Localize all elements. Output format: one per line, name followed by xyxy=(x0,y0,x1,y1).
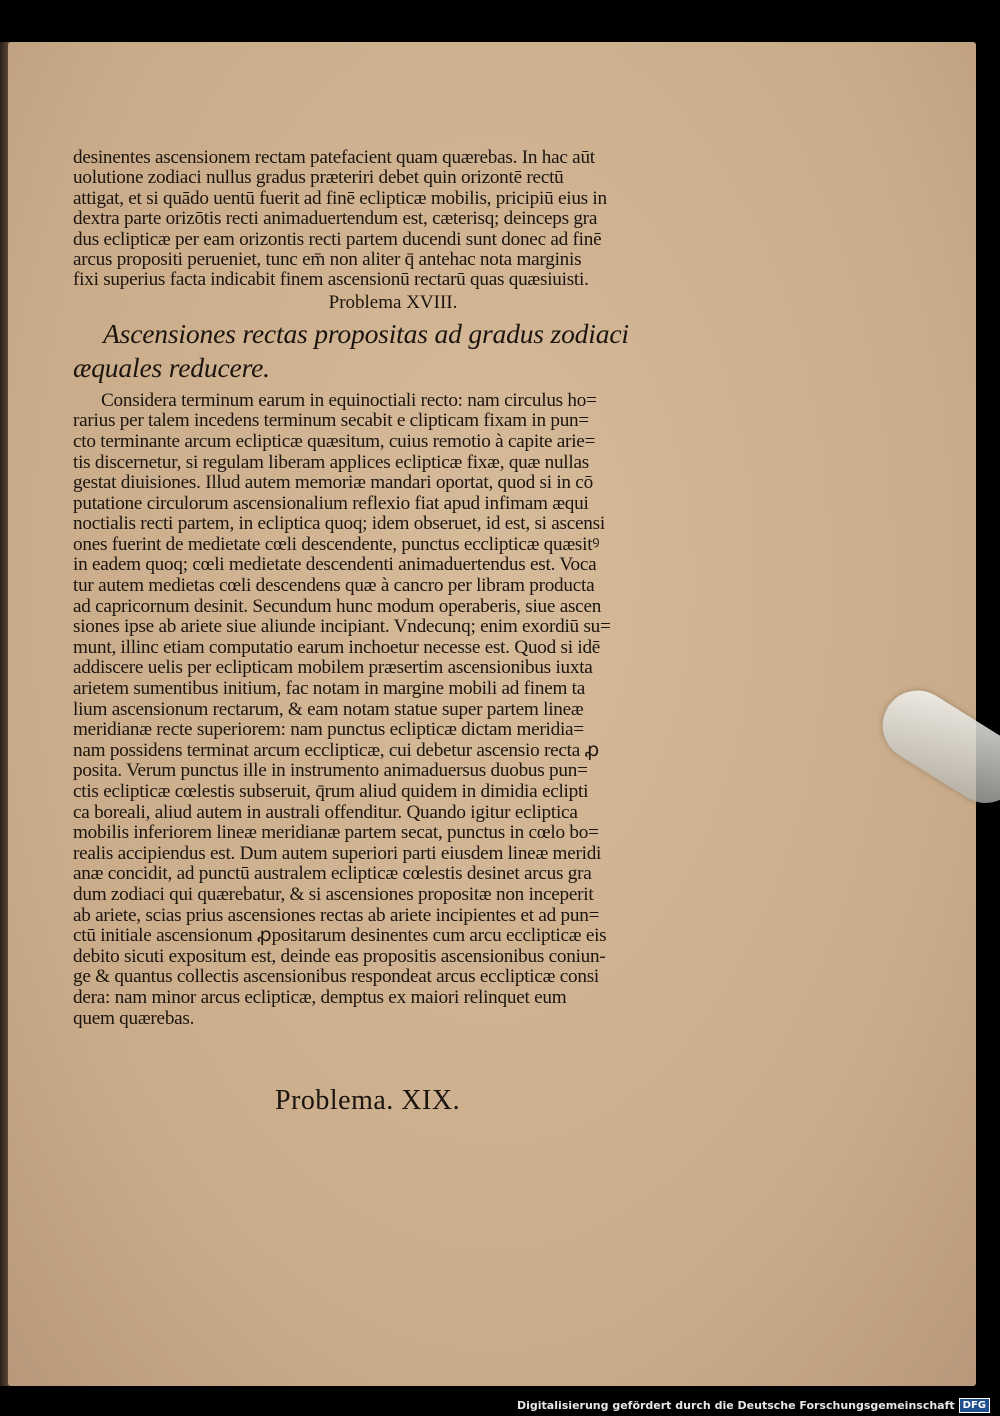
problem-title-line: æquales reducere. xyxy=(73,351,270,383)
footer-credit: Digitalisierung gefördert durch die Deutsche Forschungsgemeinschaft xyxy=(516,1399,955,1412)
text-line: putatione circulorum ascensionalium reflexio fiat apud infimam æqui xyxy=(73,493,589,514)
text-line: ab ariete, scias prius ascensiones rectas ab ariete incipientes et ad pun= xyxy=(73,905,600,926)
dfg-logo: DFG xyxy=(959,1398,990,1413)
text-line: debito sicuti expositum est, deinde eas propositis ascensionibus coniun- xyxy=(73,946,606,967)
text-column xyxy=(73,148,713,1029)
text-line: dera: nam minor arcus eclipticæ, demptus ex maiori relinquet eum xyxy=(73,987,567,1008)
text-line: quem quærebas. xyxy=(73,1008,195,1029)
paragraph-body xyxy=(73,391,713,1029)
text-line: anæ concidit, ad punctū australem eclipticæ cœlestis desinet arcus gra xyxy=(73,864,592,885)
text-line: meridianæ recte superiorem: nam punctus eclipticæ dictam meridia= xyxy=(73,720,584,741)
digitization-footer xyxy=(517,1398,990,1413)
text-line: posita. Verum punctus ille in instrumento animaduersus duobus pun= xyxy=(73,761,588,782)
text-line: realis accipiendus est. Dum autem superiori parti eiusdem lineæ meridi xyxy=(73,843,602,864)
text-line: ctis eclipticæ cœlestis subseruit, q̄rum aliud quidem in dimidia eclipti xyxy=(73,782,589,803)
text-line: cto terminante arcum eclipticæ quæsitum, cuius remotio à capite arie= xyxy=(73,431,596,452)
text-line: siones ipse ab ariete siue aliunde incipiant. Vndecunq; enim exordiū su= xyxy=(73,617,611,638)
text-line: tur autem medietas cœli descendens quæ à cancro per libram producta xyxy=(73,576,595,597)
text-line: munt, illinc etiam computatio earum inchoetur necesse est. Quod si idē xyxy=(73,637,601,658)
text-line: rarius per talem incedens terminum secabit e clipticam fixam in pun= xyxy=(73,411,589,432)
text-line: ctū initiale ascensionum ꝓpositarum desinentes cum arcu ecclipticæ eis xyxy=(73,926,607,947)
text-line: addiscere uelis per eclipticam mobilem præsertim ascensionibus iuxta xyxy=(73,658,593,679)
text-line: arcus propositi perueniet, tunc em̄ non aliter q̄ antehac nota marginis xyxy=(73,249,582,270)
paragraph-continued xyxy=(73,148,713,291)
problem-heading: Problema XVIII. xyxy=(328,291,458,313)
text-line: Considera terminum earum in equinoctiali recto: nam circulus ho= xyxy=(101,390,597,411)
text-line: tis discernetur, si regulam liberam applices eclipticæ fixæ, quæ nullas xyxy=(73,452,589,473)
text-line: uolutione zodiaci nullus gradus præteriri debet quin orizontē rectū xyxy=(73,168,564,189)
text-line: ad capricornum desinit. Secundum hunc modum operaberis, siue ascen xyxy=(73,596,602,617)
text-line: in eadem quoq; cœli medietate descendenti animaduertendus est. Voca xyxy=(73,555,597,576)
text-line: attigat, et si quādo uentū fuerit ad finē eclipticæ mobilis, pricipiū eius in xyxy=(73,188,607,209)
text-line: dus eclipticæ per eam orizontis recti partem ducendi sunt donec ad finē xyxy=(73,229,602,250)
text-line: desinentes ascensionem rectam patefacient quam quærebas. In hac aūt xyxy=(73,148,595,168)
text-line: ones fuerint de medietate cœli descendente, punctus ecclipticæ quæsitꝰ xyxy=(73,534,600,555)
text-line: noctialis recti partem, in ecliptica quoq; idem obseruet, id est, si ascensi xyxy=(73,514,605,535)
text-line: fixi superius facta indicabit finem ascensionū rectarū quas quæsiuisti. xyxy=(73,270,589,291)
text-line: gestat diuisiones. Illud autem memoriæ mandari oportat, quod si in cō xyxy=(73,473,593,494)
text-line: lium ascensionum rectarum, & eam notam statue super partem lineæ xyxy=(73,699,584,720)
text-line: ge & quantus collectis ascensionibus respondeat arcus ecclipticæ consi xyxy=(73,967,599,988)
text-line: arietem sumentibus initium, fac notam in margine mobili ad finem ta xyxy=(73,679,586,700)
text-line: mobilis inferiorem lineæ meridianæ partem secat, punctus in cœlo bo= xyxy=(73,823,599,844)
text-line: dextra parte orizōtis recti animaduertendum est, cæterisq; deinceps gra xyxy=(73,209,598,230)
next-problem-heading: Problema. XIX. xyxy=(275,1085,461,1116)
text-line: ca boreali, aliud autem in australi offenditur. Quando igitur ecliptica xyxy=(73,802,578,823)
text-line: dum zodiaci qui quærebatur, & si ascensiones propositæ non inceperit xyxy=(73,884,594,905)
text-line: nam possidens terminat arcum ecclipticæ, cui debetur ascensio recta ꝓ xyxy=(73,740,600,761)
problem-title-line: Ascensiones rectas propositas ad gradus zodiaci xyxy=(103,317,629,349)
